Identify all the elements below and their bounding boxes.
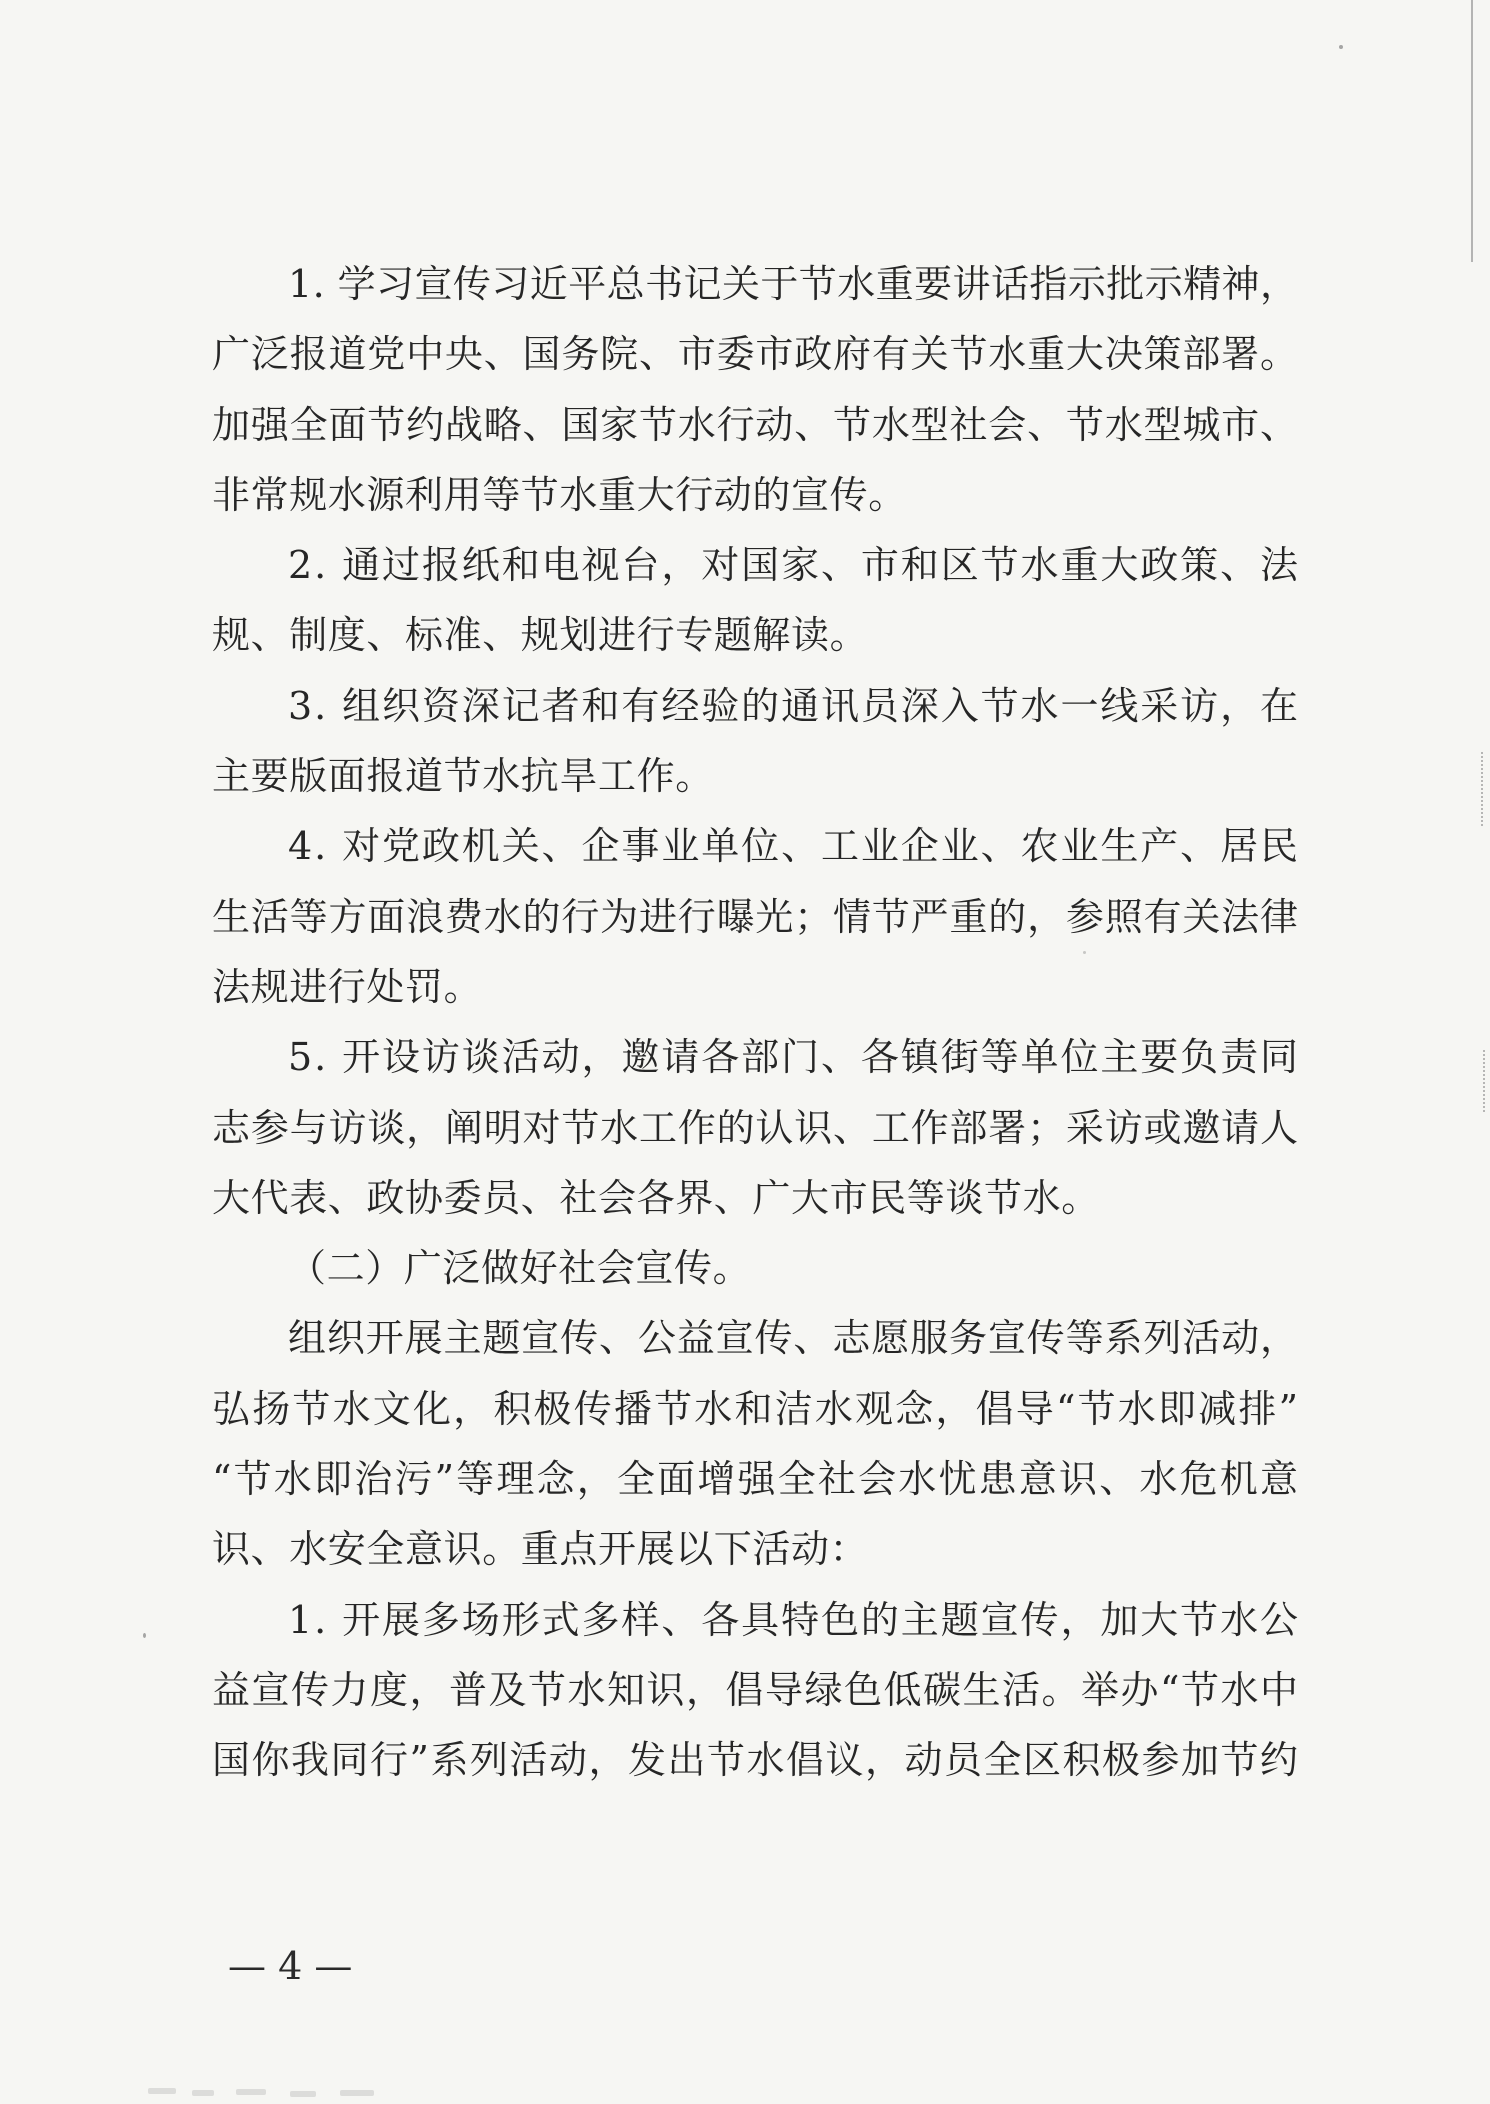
bleed-through-mark xyxy=(340,2090,374,2096)
scan-edge-mark xyxy=(1481,752,1483,826)
paragraph-first-line: 1. 开展多场形式多样、各具特色的主题宣传，加大节水公 xyxy=(288,1597,1300,1642)
text-line: 规、制度、标准、规划进行专题解读。 xyxy=(212,613,869,658)
text-line: 非常规水源利用等节水重大行动的宣传。 xyxy=(212,472,907,517)
text-line: 志参与访谈，阐明对节水工作的认识、工作部署；采访或邀请人 xyxy=(212,1105,1299,1150)
paragraph xyxy=(212,530,1298,671)
paragraph xyxy=(212,811,1298,1022)
text-line: 大代表、政协委员、社会各界、广大市民等谈节水。 xyxy=(212,1175,1100,1220)
paragraph-first-line: 3. 组织资深记者和有经验的通讯员深入节水一线采访，在 xyxy=(288,683,1300,728)
paragraph-first-line: 4. 对党政机关、企事业单位、工业企业、农业生产、居民 xyxy=(288,824,1300,869)
text-line: 弘扬节水文化，积极传播节水和洁水观念，倡导“节水即减排” xyxy=(212,1386,1301,1431)
scan-speck xyxy=(1339,45,1343,49)
paragraph xyxy=(212,1303,1301,1584)
text-line: 法规进行处罚。 xyxy=(212,964,483,1009)
bleed-through-mark xyxy=(290,2091,316,2097)
page-number: — 4 — xyxy=(228,1944,353,1988)
text-line: 识、水安全意识。重点开展以下活动： xyxy=(212,1527,869,1572)
paragraph xyxy=(212,249,1298,530)
paragraph-first-line: 组织开展主题宣传、公益宣传、志愿服务宣传等系列活动， xyxy=(288,1316,1299,1361)
bleed-through-mark xyxy=(148,2088,176,2094)
paragraph xyxy=(212,1585,1298,1796)
paragraph-first-line: 2. 通过报纸和电视台，对国家、市和区节水重大政策、法 xyxy=(288,543,1300,588)
scan-edge-mark xyxy=(1483,1050,1485,1112)
paragraph-first-line: 1. 学习宣传习近平总书记关于节水重要讲话指示批示精神， xyxy=(288,262,1299,306)
text-line: 生活等方面浪费水的行为进行曝光；情节严重的，参照有关法律 xyxy=(212,894,1299,939)
text-line: 主要版面报道节水抗旱工作。 xyxy=(212,754,714,799)
section-heading xyxy=(212,1233,1298,1303)
text-line: 益宣传力度，普及节水知识，倡导绿色低碳生活。举办“节水中 xyxy=(212,1667,1300,1712)
section-heading-text: （二）广泛做好社会宣传。 xyxy=(288,1246,752,1291)
bleed-through-mark xyxy=(236,2089,266,2095)
paragraph-first-line: 5. 开设访谈活动，邀请各部门、各镇街等单位主要负责同 xyxy=(288,1035,1300,1080)
paragraph xyxy=(212,671,1298,812)
scan-speck xyxy=(143,1633,146,1638)
text-line: 广泛报道党中央、国务院、市委市政府有关节水重大决策部署。 xyxy=(212,332,1299,377)
document-body xyxy=(212,249,1301,1796)
scan-edge-line xyxy=(1471,0,1473,262)
text-line: “节水即治污”等理念，全面增强全社会水忧患意识、水危机意 xyxy=(212,1457,1301,1502)
bleed-through-mark xyxy=(192,2090,214,2096)
text-line: 加强全面节约战略、国家节水行动、节水型社会、节水型城市、 xyxy=(212,402,1299,447)
paragraph xyxy=(212,1022,1298,1233)
text-line: 国你我同行”系列活动，发出节水倡议，动员全区积极参加节约 xyxy=(212,1738,1300,1783)
